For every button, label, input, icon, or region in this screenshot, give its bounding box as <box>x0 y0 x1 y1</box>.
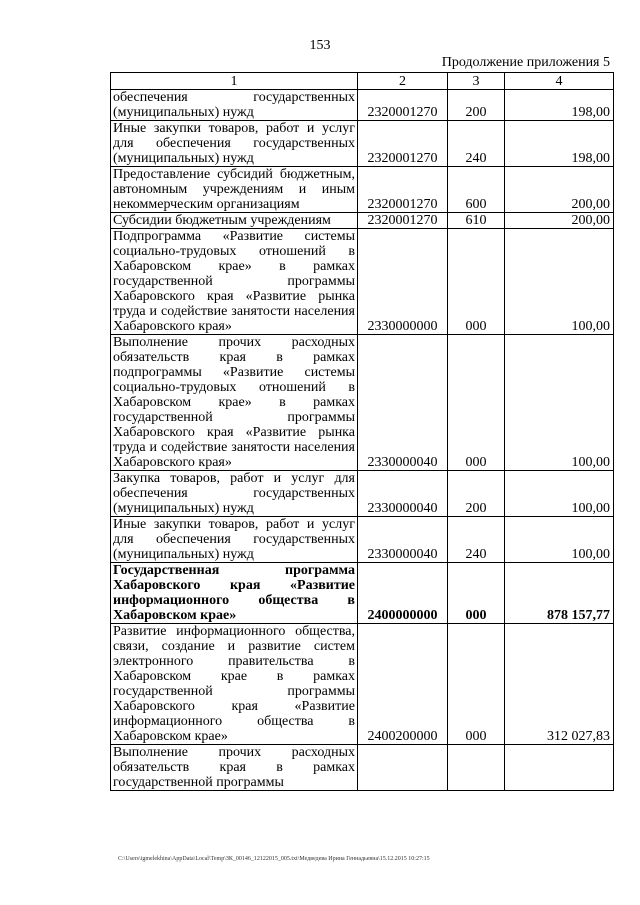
table-row <box>111 335 614 471</box>
column-header-amount: 4 <box>505 73 614 90</box>
row-code-cell: 2330000040 <box>358 335 448 471</box>
row-code-cell: 2320001270 <box>358 213 448 229</box>
row-amount-cell: 100,00 <box>505 517 614 563</box>
row-name-cell: Развитие информационного общества, связи, создание и развитие систем электронного правительства в Хабаровском крае в рамках государственной программы Хабаровского края «Развитие информационного общества в Хабаровском крае» <box>111 624 358 745</box>
row-type-cell: 000 <box>448 229 505 335</box>
row-amount-cell: 200,00 <box>505 213 614 229</box>
row-name-cell: Субсидии бюджетным учреждениям <box>111 213 358 229</box>
table-row <box>111 517 614 563</box>
row-amount-cell: 100,00 <box>505 335 614 471</box>
row-code-cell: 2320001270 <box>358 90 448 121</box>
row-amount-cell: 198,00 <box>505 121 614 167</box>
row-amount-cell: 200,00 <box>505 167 614 213</box>
row-type-cell: 240 <box>448 517 505 563</box>
table-row <box>111 624 614 745</box>
column-header-code: 2 <box>358 73 448 90</box>
row-amount-cell: 100,00 <box>505 471 614 517</box>
row-type-cell: 240 <box>448 121 505 167</box>
row-type-cell: 200 <box>448 471 505 517</box>
budget-table <box>110 72 614 791</box>
column-header-type: 3 <box>448 73 505 90</box>
row-name-cell: обеспечения государственных (муниципальных) нужд <box>111 90 358 121</box>
table-row <box>111 90 614 121</box>
row-amount-cell: 312 027,83 <box>505 624 614 745</box>
column-header-name: 1 <box>111 73 358 90</box>
footer-file-path: C:\Users\igmelekhina\AppData\Local\Temp\ЗК_00146_12122015_005.txt\Медведева Ирина Геннадьевна\15.12.2015 10:27:15 <box>118 856 430 862</box>
row-code-cell: 2330000040 <box>358 517 448 563</box>
row-type-cell: 600 <box>448 167 505 213</box>
row-amount-cell: 878 157,77 <box>505 563 614 624</box>
row-code-cell <box>358 745 448 791</box>
row-type-cell <box>448 745 505 791</box>
table-row <box>111 229 614 335</box>
row-amount-cell: 198,00 <box>505 90 614 121</box>
page-number: 153 <box>309 38 331 53</box>
table-row <box>111 745 614 791</box>
row-type-cell: 200 <box>448 90 505 121</box>
row-name-cell: Подпрограмма «Развитие системы социально-трудовых отношений в Хабаровском крае» в рамках государственной программы Хабаровского края «Развитие рынка труда и содействие занятости населения Хабаровского края» <box>111 229 358 335</box>
table-row <box>111 121 614 167</box>
table-row <box>111 471 614 517</box>
row-name-cell: Иные закупки товаров, работ и услуг для обеспечения государственных (муниципальных) нужд <box>111 517 358 563</box>
row-name-cell: Выполнение прочих расходных обязательств края в рамках государственной программы <box>111 745 358 791</box>
row-code-cell: 2320001270 <box>358 121 448 167</box>
row-code-cell: 2330000000 <box>358 229 448 335</box>
row-name-cell: Предоставление субсидий бюджетным, автономным учреждениям и иным некоммерческим организациям <box>111 167 358 213</box>
table-row <box>111 563 614 624</box>
row-type-cell: 000 <box>448 563 505 624</box>
continuation-label: Продолжение приложения 5 <box>441 55 610 70</box>
row-name-cell: Закупка товаров, работ и услуг для обеспечения государственных (муниципальных) нужд <box>111 471 358 517</box>
row-type-cell: 000 <box>448 624 505 745</box>
row-code-cell: 2400000000 <box>358 563 448 624</box>
row-name-cell: Выполнение прочих расходных обязательств края в рамках подпрограммы «Развитие системы социально-трудовых отношений в Хабаровском крае» в рамках государственной программы Хабаровского края «Развитие рынка труда и содействие занятости населения Хабаровского края» <box>111 335 358 471</box>
row-name-cell: Иные закупки товаров, работ и услуг для обеспечения государственных (муниципальных) нужд <box>111 121 358 167</box>
row-code-cell: 2320001270 <box>358 167 448 213</box>
table-body <box>111 90 614 791</box>
row-name-cell: Государственная программа Хабаровского края «Развитие информационного общества в Хабаровском крае» <box>111 563 358 624</box>
table-header-row <box>111 73 614 90</box>
row-code-cell: 2400200000 <box>358 624 448 745</box>
table-row <box>111 213 614 229</box>
row-type-cell: 000 <box>448 335 505 471</box>
row-type-cell: 610 <box>448 213 505 229</box>
table-row <box>111 167 614 213</box>
row-code-cell: 2330000040 <box>358 471 448 517</box>
row-amount-cell <box>505 745 614 791</box>
row-amount-cell: 100,00 <box>505 229 614 335</box>
